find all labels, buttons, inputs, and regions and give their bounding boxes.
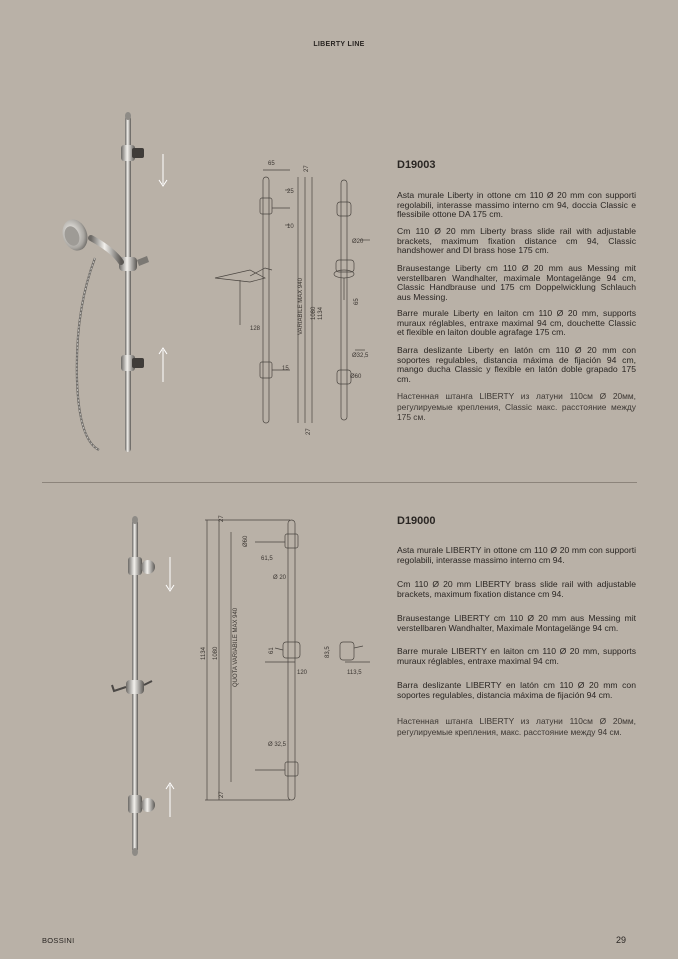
page-header-title: LIBERTY LINE <box>313 41 365 48</box>
dim-variable: QUOTA VARIABILE MAX 940 <box>233 607 239 687</box>
footer-brand: BOSSINI <box>42 936 75 945</box>
dim-27-bottom: 27 <box>219 791 225 798</box>
dim-1134: 1134 <box>318 307 324 320</box>
product2-desc-es: Barra deslizante LIBERTY en latón cm 110 Ø 20 mm con soportes regulables, distancia máxima de fijación 94 cm. <box>397 680 636 700</box>
product1-desc-de: Brausestange Liberty cm 110 Ø 20 mm aus Messing mit verstellbaren Wandhalter, maximale Montagelänge 94 cm, Classic Handbrause und 175 cm Doppelwicklung Schlauch aus Messing. <box>397 263 636 302</box>
dim-27-bottom: 27 <box>306 428 312 435</box>
dim-d32-5: Ø32,5 <box>352 353 369 359</box>
product2-code: D19000 <box>397 515 436 527</box>
dim-15: 15 <box>282 366 289 372</box>
dim-10: 10 <box>287 224 294 230</box>
product2-desc-it: Asta murale LIBERTY in ottone cm 110 Ø 20 mm con supporti regolabili, interasse massimo interno cm 94. <box>397 545 636 565</box>
dim-d20: Ø20 <box>352 239 364 245</box>
dim-25: 25 <box>287 189 294 195</box>
dim-83-5: 83,5 <box>325 646 331 658</box>
dim-61: 61 <box>269 647 275 654</box>
dim-27-top: 27 <box>304 165 310 172</box>
product1-desc-it: Asta murale Liberty in ottone cm 110 Ø 20 mm con supporti regolabili, interasse massimo interno cm 94, doccia Classic e flessibile ottone DA 175 cm. <box>397 190 636 220</box>
product2-desc-en: Cm 110 Ø 20 mm LIBERTY brass slide rail with adjustable brackets, maximum fixation distance cm 94. <box>397 579 636 599</box>
dim-d20: Ø 20 <box>273 575 287 581</box>
product2-desc-fr: Barre murale LIBERTY en laiton cm 110 Ø 20 mm, supports muraux réglables, entraxe maximal 94 cm. <box>397 646 636 666</box>
dim-65-side: 65 <box>354 298 360 305</box>
dim-variable: VARIABILE MAX 940 <box>298 278 304 335</box>
dim-65: 65 <box>268 161 275 167</box>
dim-1134: 1134 <box>201 647 207 660</box>
dim-d60: Ø60 <box>243 535 249 547</box>
dim-128: 128 <box>250 326 261 332</box>
product2-photo <box>100 515 190 860</box>
product1-desc-ru: Настенная штанга LIBERTY из латуни 110см Ø 20мм, регулируемые крепления, Classic макс. расстояние между 175 см. <box>397 391 636 423</box>
product1-desc-fr: Barre murale Liberty en laiton cm 110 Ø 20 mm, supports muraux réglables, entraxe maximal 94 cm, douchette Classic et flexible en laiton double agrafage 175 cm. <box>397 308 636 338</box>
dim-27-top: 27 <box>219 515 225 522</box>
product1-technical-drawing <box>190 150 390 440</box>
product2-desc-de: Brausestange LIBERTY cm 110 Ø 20 mm aus Messing mit verstellbaren Wandhalter, Maximale Montagelänge 94 cm. <box>397 613 636 633</box>
dim-d60: Ø60 <box>350 374 362 380</box>
dim-61-5: 61,5 <box>261 556 273 562</box>
product1-code: D19003 <box>397 159 436 171</box>
dim-113-5: 113,5 <box>347 670 362 676</box>
product2-desc-ru: Настенная штанга LIBERTY из латуни 110см Ø 20мм, регулируемые крепления, макс. расстояние между 94 см. <box>397 716 636 737</box>
section-divider <box>42 482 637 483</box>
product1-photo <box>55 110 195 460</box>
dim-1080: 1080 <box>213 646 219 660</box>
product1-desc-en: Cm 110 Ø 20 mm Liberty brass slide rail with adjustable brackets, maximum fixation distance cm 94, Classic handshower and DI brass hose 175 cm. <box>397 226 636 256</box>
product2-technical-drawing <box>195 512 385 802</box>
product1-desc-es: Barra deslizante Liberty en latón cm 110 Ø 20 mm con soportes regulables, distancia máxima de fijación 94 cm, mango ducha Classic y flexible en latón doble grapado 175 cm. <box>397 345 636 384</box>
dim-1080: 1080 <box>311 306 317 320</box>
dim-d32-5: Ø 32,5 <box>268 742 287 748</box>
dim-120: 120 <box>297 670 308 676</box>
page-number: 29 <box>615 935 626 945</box>
